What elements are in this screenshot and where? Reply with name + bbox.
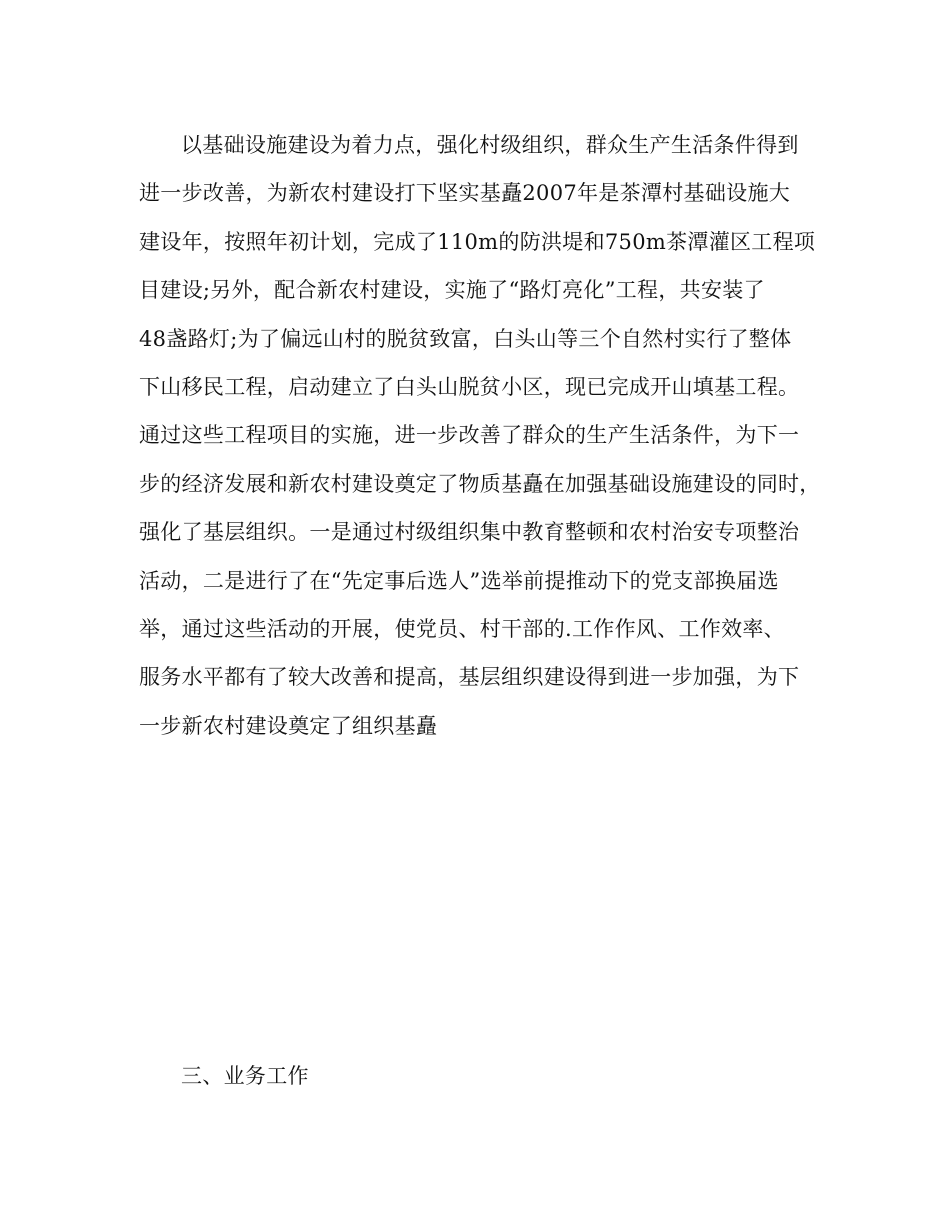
body-paragraph (139, 121, 839, 750)
paragraph-line: 活动，二是进行了在“先定事后选人”选举前提推动下的党支部换届选 (139, 568, 779, 593)
paragraph-line: 服务水平都有了较大改善和提高，基层组织建设得到进一步加强，为下 (139, 665, 800, 690)
paragraph-line: 强化了基层组织。一是通过村级组织集中教育整顿和农村治安专项整治 (139, 520, 800, 545)
paragraph-line: 目建设;另外，配合新农村建设，实施了“路灯亮化”工程，共安装了 (139, 278, 765, 303)
paragraph-line: 步的经济发展和新农村建设奠定了物质基矗在加强基础设施建设的同时， (139, 471, 821, 496)
paragraph-line: 进一步改善，为新农村建设打下坚实基矗2007年是茶潭村基础设施大 (139, 181, 791, 206)
paragraph-line: 48盏路灯;为了偏远山村的脱贫致富，白头山等三个自然村实行了整体 (139, 326, 792, 351)
paragraph-line: 下山移民工程，启动建立了白头山脱贫小区，现已完成开山填基工程。 (139, 374, 800, 399)
paragraph-line: 通过这些工程项目的实施，进一步改善了群众的生产生活条件，为下一 (139, 423, 800, 448)
section-heading: 三、业务工作 (181, 1064, 309, 1088)
paragraph-line: 举，通过这些活动的开展，使党员、村干部的.工作作风、工作效率、 (139, 616, 785, 641)
paragraph-line: 建设年，按照年初计划，完成了110m的防洪堤和750m茶潭灌区工程项 (139, 229, 816, 254)
paragraph-line: 一步新农村建设奠定了组织基矗 (139, 713, 438, 738)
paragraph-line: 以基础设施建设为着力点，强化村级组织，群众生产生活条件得到 (181, 133, 799, 157)
